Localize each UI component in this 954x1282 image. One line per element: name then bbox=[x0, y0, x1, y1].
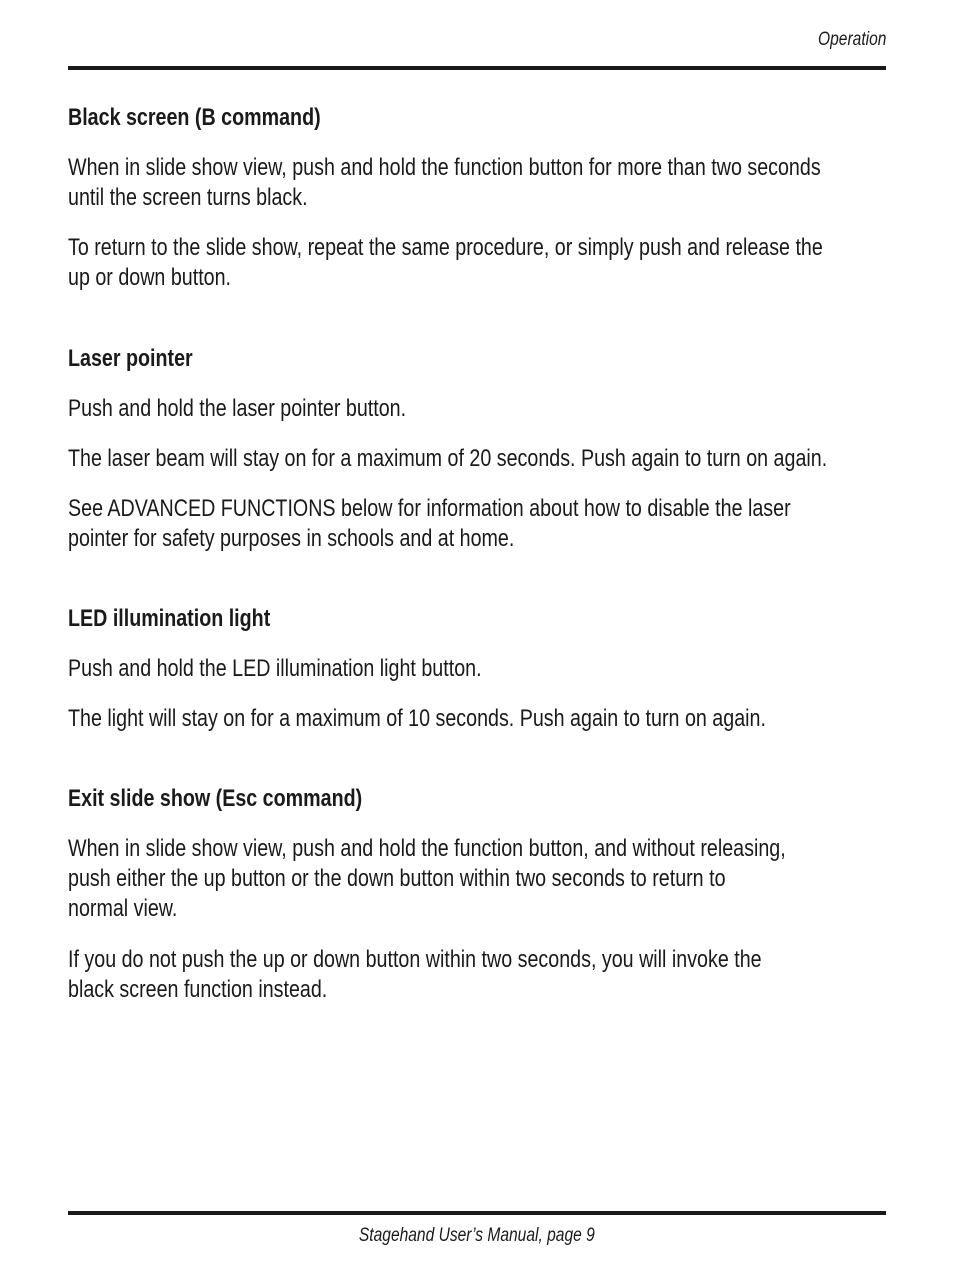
page-label: Stagehand User’s Manual, page 9 bbox=[359, 1225, 595, 1246]
section-heading-exit-slide-show: Exit slide show (Esc command) bbox=[68, 785, 363, 812]
paragraph: Push and hold the laser pointer button. bbox=[68, 395, 407, 422]
header-rule bbox=[68, 66, 886, 70]
section-heading-black-screen: Black screen (B command) bbox=[68, 104, 321, 131]
paragraph: When in slide show view, push and hold the function button for more than two seconds until the screen turns black. bbox=[68, 154, 821, 211]
section-heading-laser-pointer: Laser pointer bbox=[68, 345, 193, 372]
paragraph: The light will stay on for a maximum of 10 seconds. Push again to turn on again. bbox=[68, 705, 766, 732]
paragraph: To return to the slide show, repeat the same procedure, or simply push and release the up or down button. bbox=[68, 234, 823, 291]
section-heading-led-light: LED illumination light bbox=[68, 605, 271, 632]
footer-rule bbox=[68, 1211, 886, 1215]
running-head: Operation bbox=[817, 29, 886, 50]
paragraph: Push and hold the LED illumination light button. bbox=[68, 655, 482, 682]
footer bbox=[0, 1225, 954, 1247]
paragraph: When in slide show view, push and hold the function button, and without releasing, push either the up button or the down button within two seconds to return to normal view. bbox=[68, 835, 786, 922]
paragraph: If you do not push the up or down button within two seconds, you will invoke the black screen function instead. bbox=[68, 946, 762, 1003]
paragraph: The laser beam will stay on for a maximum of 20 seconds. Push again to turn on again. bbox=[68, 445, 828, 472]
paragraph: See ADVANCED FUNCTIONS below for information about how to disable the laser pointer for safety purposes in schools and at home. bbox=[68, 495, 791, 552]
